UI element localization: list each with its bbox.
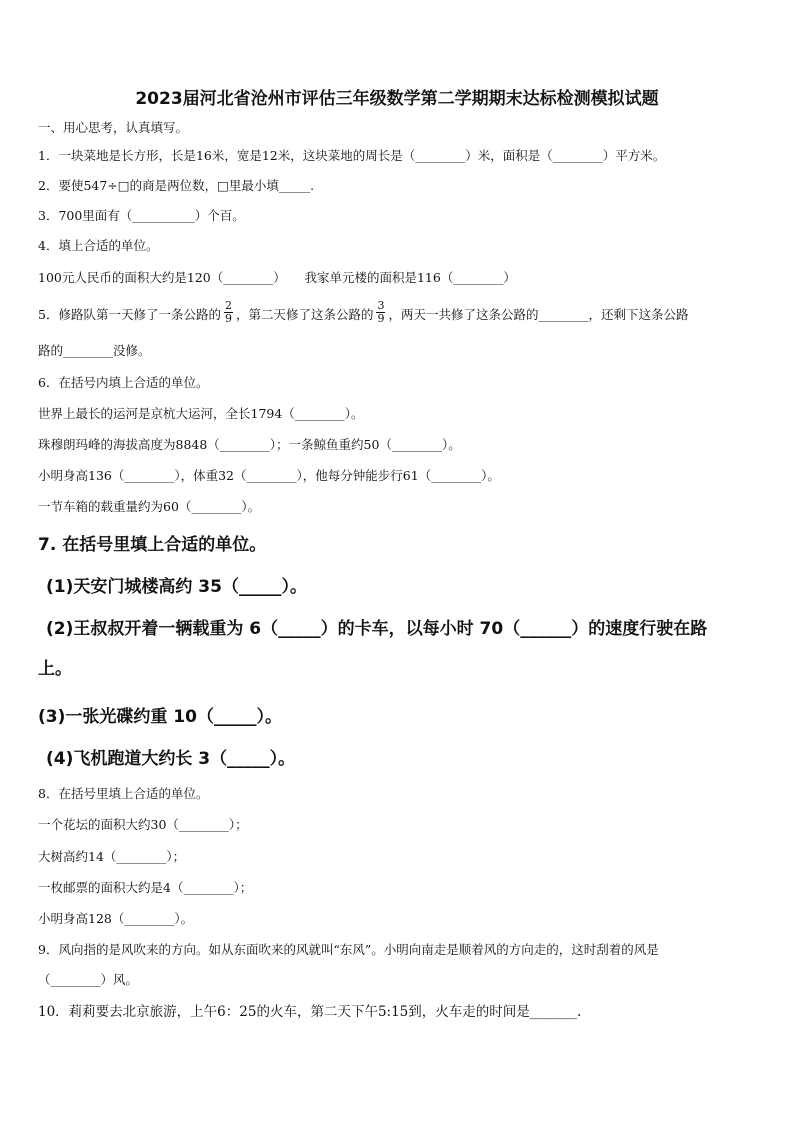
- question-7-item-3: (3)一张光碟约重 10（_____）。: [38, 707, 282, 727]
- question-6-item-d: 一节车箱的载重量约为60（________）。: [38, 499, 261, 514]
- question-8-item-d: 小明身高128（________）。: [38, 911, 194, 926]
- question-6-item-c: 小明身高136（________），体重32（________），他每分钟能步行61（________）。: [38, 468, 500, 483]
- question-3: 3．700里面有（__________）个百。: [38, 208, 245, 223]
- question-7-item-2: (2)王叔叔开着一辆载重为 6（_____）的卡车，以每小时 70（______）的速度行驶在路: [46, 619, 708, 639]
- question-5-text-1: 5．修路队第一天修了一条公路的: [38, 307, 221, 322]
- question-9: 9．风向指的是风吹来的方向。如从东面吹来的风就叫“东风”。小明向南走是顺着风的方向走的，这时刮着的风是: [38, 942, 659, 957]
- fraction-denominator: 9: [224, 312, 232, 325]
- question-6: 6．在括号内填上合适的单位。: [38, 375, 209, 390]
- question-6-item-b: 珠穆朗玛峰的海拔高度为8848（________）；一条鲸鱼重约50（________）。: [38, 437, 461, 452]
- question-8-item-c: 一枚邮票的面积大约是4（________）；: [38, 880, 253, 895]
- fraction-denominator: 9: [377, 312, 385, 325]
- fraction-2-9: [224, 300, 233, 325]
- fraction-numerator: 3: [377, 299, 385, 312]
- question-8-item-b: 大树高约14（________）；: [38, 849, 186, 864]
- question-2: 2．要使547÷□的商是两位数，□里最小填_____.: [38, 178, 315, 193]
- question-8-item-a: 一个花坛的面积大约30（________）；: [38, 817, 248, 832]
- question-7-item-4: (4)飞机跑道大约长 3（_____）。: [46, 749, 296, 769]
- question-7-item-1: (1)天安门城楼高约 35（_____）。: [46, 577, 307, 597]
- question-7: 7. 在括号里填上合适的单位。: [38, 535, 267, 555]
- question-10: 10．莉莉要去北京旅游，上午6：25的火车，第二天下午5:15到，火车走的时间是_______.: [38, 1004, 582, 1020]
- page-title: 2023届河北省沧州市评估三年级数学第二学期期末达标检测模拟试题: [135, 89, 659, 109]
- section-heading: 一、用心思考，认真填写。: [38, 120, 189, 135]
- question-7-item-2-continued: 上。: [38, 659, 72, 679]
- question-5-text-2: ，第二天修了这条公路的: [235, 307, 374, 322]
- question-9-continued: （________）风。: [38, 972, 139, 987]
- question-5-text-3: ，两天一共修了这条公路的________，还剩下这条公路: [388, 307, 689, 322]
- fraction-3-9: [376, 300, 385, 325]
- question-1: 1．一块菜地是长方形，长是16米，宽是12米，这块菜地的周长是（________）米，面积是（________）平方米。: [38, 148, 666, 163]
- question-8: 8．在括号里填上合适的单位。: [38, 786, 209, 801]
- fraction-numerator: 2: [224, 299, 232, 312]
- question-4: 4．填上合适的单位。: [38, 238, 159, 253]
- question-5: [38, 299, 764, 325]
- question-5-continued: 路的________没修。: [38, 343, 151, 358]
- question-6-item-a: 世界上最长的运河是京杭大运河，全长1794（________）。: [38, 406, 364, 421]
- question-4-items: 100元人民币的面积大约是120（________） 我家单元楼的面积是116（________）: [38, 270, 516, 285]
